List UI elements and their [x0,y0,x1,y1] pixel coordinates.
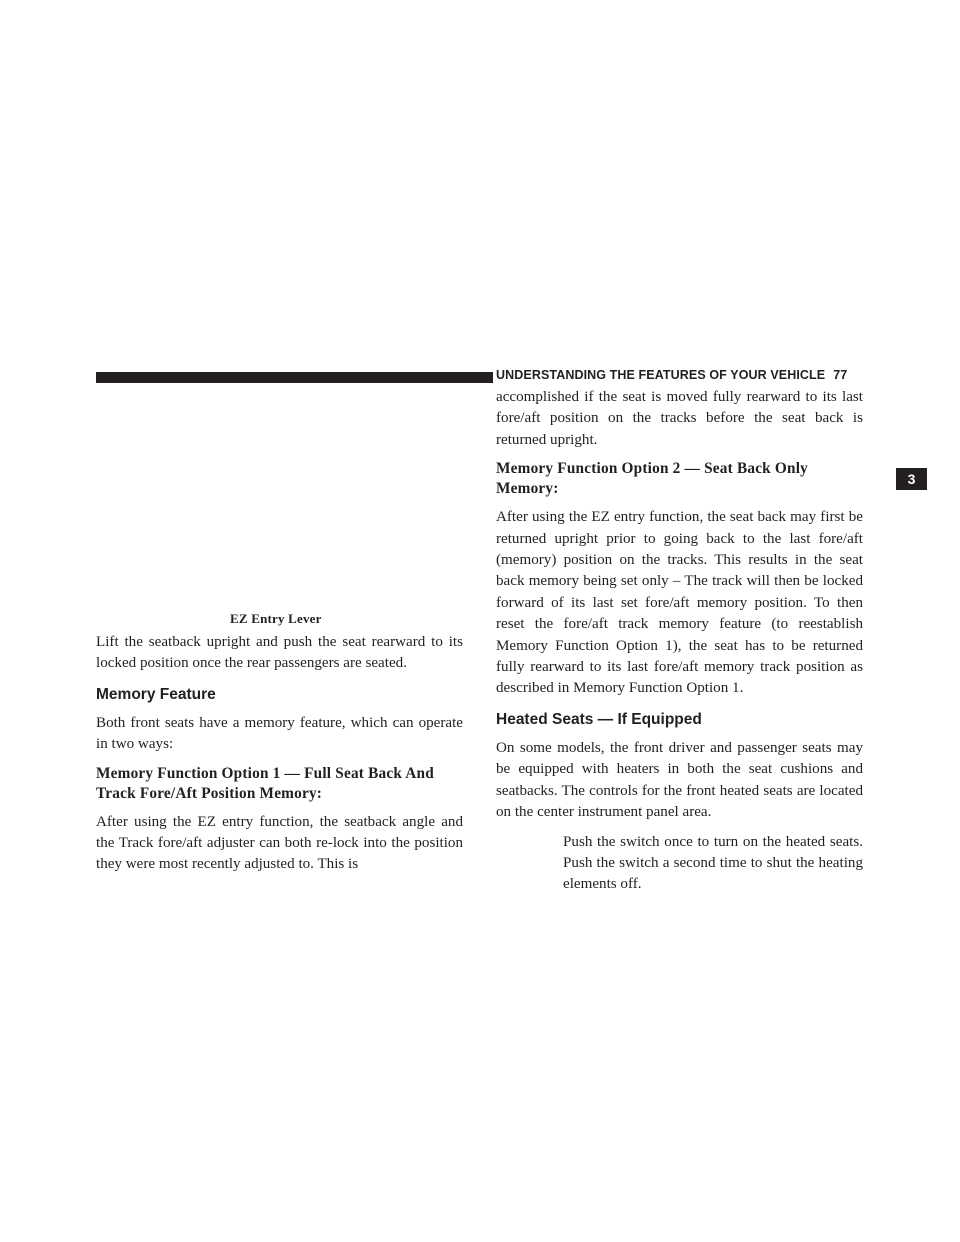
running-header [496,368,866,382]
page-number: 77 [833,368,848,382]
paragraph-memory-intro: Both front seats have a memory feature, which can operate in two ways: [96,714,463,753]
heated-switch-note [496,832,863,904]
paragraph-heated-seats: On some models, the front driver and passenger seats may be equipped with heaters in both the seat cushions and seatbacks. The controls for the front heated seats are located on the center instrument panel area. [496,739,863,821]
heading-memory-option-2: Memory Function Option 2 — Seat Back Only Memory: [496,460,809,498]
heading-memory-feature: Memory Feature [96,685,216,703]
paragraph-option-2: After using the EZ entry function, the seat back may first be returned upright prior to going back to the last fore/aft (memory) position on the tracks. This results in the seat back memory being set only – The track will then be locked forward of its last set fore/aft memory position. To then reset the fore/aft track memory feature (to reestablish Memory Function Option 1), the seat has to be returned fully rearward to its last fore/aft memory track position as described in Memory Function Option 1. [496,509,863,697]
left-column [96,610,463,884]
paragraph-option-1-continued: accomplished if the seat is moved fully rearward to its last fore/aft position on the tracks before the seat back is returned upright. [496,389,863,448]
paragraph-heated-switch: Push the switch once to turn on the heated seats. Push the switch a second time to shut the heating elements off. [563,833,863,893]
heading-memory-option-1: Memory Function Option 1 — Full Seat Back And Track Fore/Aft Position Memory: [96,764,434,802]
heated-seat-switch-icon [496,832,563,904]
figure-caption: EZ Entry Lever [230,611,322,626]
right-column [496,387,863,904]
paragraph-option-1-start: After using the EZ entry function, the seatback angle and the Track fore/aft adjuster can both re-lock into the position they were most recently adjusted to. This is [96,813,463,873]
header-rule [96,372,493,383]
paragraph-lift-seatback: Lift the seatback upright and push the seat rearward to its locked position once the rear passengers are seated. [96,634,463,672]
chapter-tab: 3 [896,468,927,490]
heading-heated-seats: Heated Seats — If Equipped [496,710,702,728]
section-title: UNDERSTANDING THE FEATURES OF YOUR VEHICLE [496,368,826,382]
